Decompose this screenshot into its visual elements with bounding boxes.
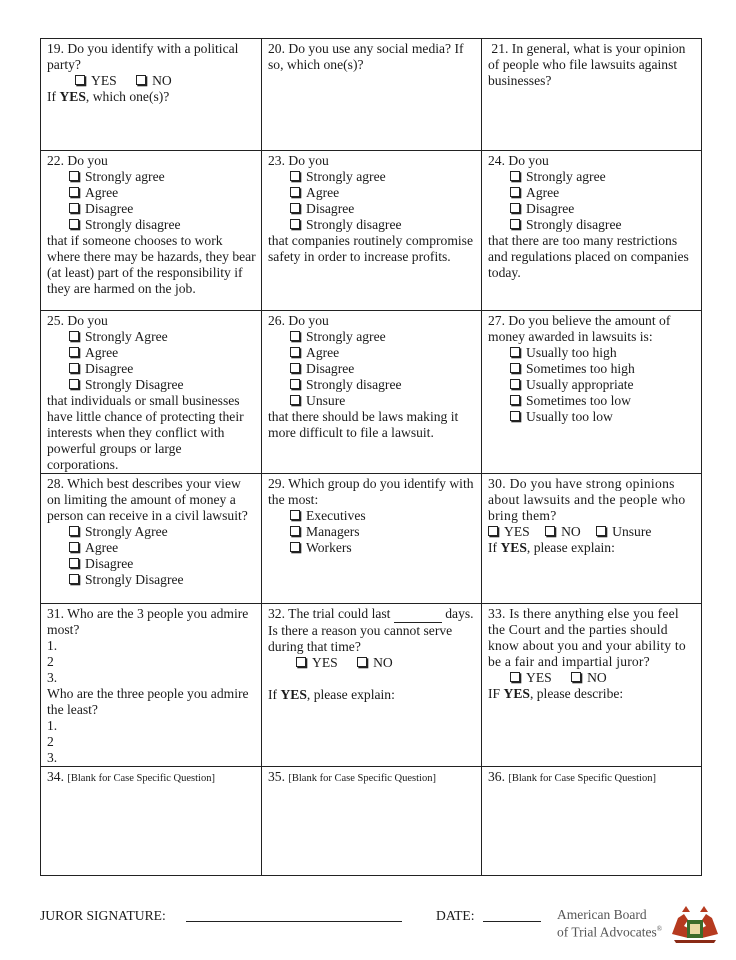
option-sometimes-too-low[interactable]: Sometimes too low (510, 393, 696, 409)
checkbox-icon[interactable] (136, 75, 146, 85)
checkbox-icon[interactable] (510, 363, 520, 373)
question-24-text: 24. Do you (488, 153, 549, 168)
checkbox-icon[interactable] (69, 171, 79, 181)
option-strongly-disagree[interactable]: Strongly disagree (290, 377, 476, 393)
option-disagree[interactable]: Disagree (69, 556, 256, 572)
question-32-followup: If YES, please explain: (268, 687, 395, 702)
question-25-text: 25. Do you (47, 313, 108, 328)
option-unsure[interactable]: Unsure (290, 393, 476, 409)
checkbox-icon[interactable] (290, 331, 300, 341)
date-label: DATE: (436, 908, 475, 923)
logo-text (557, 908, 662, 940)
yes-option[interactable]: YES (75, 73, 117, 88)
checkbox-icon[interactable] (510, 672, 520, 682)
question-19-options (75, 73, 256, 89)
checkbox-icon[interactable] (510, 203, 520, 213)
question-24 (482, 151, 702, 311)
checkbox-icon[interactable] (290, 171, 300, 181)
option-strongly-agree[interactable]: Strongly agree (290, 169, 476, 185)
question-31-text: 31. Who are the 3 people you admire most? (47, 606, 249, 637)
yes-option[interactable]: YES (510, 670, 552, 685)
question-23-text: 23. Do you (268, 153, 329, 168)
question-20 (262, 39, 482, 151)
question-26 (262, 311, 482, 474)
question-30-followup: If YES, please explain: (488, 540, 615, 555)
question-19 (41, 39, 262, 151)
checkbox-icon[interactable] (75, 75, 85, 85)
checkbox-icon[interactable] (69, 187, 79, 197)
option-managers[interactable]: Managers (290, 524, 476, 540)
no-option[interactable]: NO (136, 73, 172, 88)
checkbox-icon[interactable] (290, 347, 300, 357)
admire-most-1: 1. (47, 638, 58, 653)
question-33-followup: IF YES, please describe: (488, 686, 624, 701)
abota-logo-icon (668, 904, 722, 944)
option-strongly-agree[interactable]: Strongly agree (510, 169, 696, 185)
question-19-text: 19. Do you identify with a political party? (47, 41, 239, 72)
admire-least-2: 2 (47, 734, 54, 749)
option-strongly-disagree[interactable]: Strongly disagree (290, 217, 476, 233)
checkbox-icon[interactable] (510, 395, 520, 405)
admire-least-3: 3. (47, 750, 58, 765)
unsure-option[interactable]: Unsure (596, 524, 651, 539)
option-strongly-disagree[interactable]: Strongly Disagree (69, 377, 256, 393)
option-strongly-disagree[interactable]: Strongly disagree (510, 217, 696, 233)
signature-label: JUROR SIGNATURE: (40, 908, 166, 923)
checkbox-icon[interactable] (69, 331, 79, 341)
checkbox-icon[interactable] (290, 219, 300, 229)
form-footer (40, 904, 701, 944)
option-agree[interactable]: Agree (510, 185, 696, 201)
checkbox-icon[interactable] (69, 379, 79, 389)
questionnaire-table (40, 38, 702, 876)
checkbox-icon[interactable] (510, 347, 520, 357)
option-disagree[interactable]: Disagree (69, 201, 256, 217)
admire-least-1: 1. (47, 718, 58, 733)
question-29-text: 29. Which group do you identify with the most: (268, 476, 474, 507)
days-blank-line[interactable] (394, 606, 442, 623)
checkbox-icon[interactable] (290, 187, 300, 197)
question-28-text: 28. Which best describes your view on limiting the amount of money a person can receive in a civil lawsuit? (47, 476, 248, 523)
question-36-text: 36. [Blank for Case Specific Question] (488, 769, 656, 784)
checkbox-icon[interactable] (510, 411, 520, 421)
checkbox-icon[interactable] (290, 542, 300, 552)
question-22-after: that if someone chooses to work where there may be hazards, they bear (at least) part of the responsibility if they are harmed on the job. (47, 233, 256, 296)
question-31 (41, 604, 262, 767)
question-27-text: 27. Do you believe the amount of money awarded in lawsuits is: (488, 313, 671, 344)
checkbox-icon[interactable] (510, 187, 520, 197)
option-disagree[interactable]: Disagree (290, 201, 476, 217)
question-24-after: that there are too many restrictions and regulations placed on companies today. (488, 233, 689, 280)
checkbox-icon[interactable] (510, 171, 520, 181)
checkbox-icon[interactable] (290, 526, 300, 536)
checkbox-icon[interactable] (290, 379, 300, 389)
option-sometimes-too-high[interactable]: Sometimes too high (510, 361, 696, 377)
checkbox-icon[interactable] (296, 657, 306, 667)
no-option[interactable]: NO (571, 670, 607, 685)
question-30-options (488, 524, 696, 540)
question-33-text: 33. Is there anything else you feel the Court and the parties should know about you and your ability to be a fair and impartial juror? (488, 606, 686, 669)
yes-option[interactable]: YES (296, 655, 338, 670)
option-agree[interactable]: Agree (290, 185, 476, 201)
question-31-text-2: Who are the three people you admire the least? (47, 686, 249, 717)
question-28 (41, 474, 262, 604)
option-usually-appropriate[interactable]: Usually appropriate (510, 377, 696, 393)
option-agree[interactable]: Agree (69, 185, 256, 201)
option-strongly-disagree[interactable]: Strongly Disagree (69, 572, 256, 588)
option-agree[interactable]: Agree (290, 345, 476, 361)
question-33 (482, 604, 702, 767)
question-26-after: that there should be laws making it more difficult to file a lawsuit. (268, 409, 459, 440)
option-disagree[interactable]: Disagree (510, 201, 696, 217)
checkbox-icon[interactable] (290, 363, 300, 373)
question-35-text: 35. [Blank for Case Specific Question] (268, 769, 436, 784)
admire-most-2: 2 (47, 654, 54, 669)
question-23-after: that companies routinely compromise safety in order to increase profits. (268, 233, 473, 264)
question-21 (482, 39, 702, 151)
question-36[interactable] (482, 767, 702, 876)
question-23 (262, 151, 482, 311)
question-25-after: that individuals or small businesses have little chance of protecting their interests when they conflict with powerful groups or large corporations. (47, 393, 244, 472)
checkbox-icon[interactable] (69, 203, 79, 213)
logo-line-2: of Trial Advocates® (557, 924, 663, 940)
option-strongly-agree[interactable]: Strongly Agree (69, 524, 256, 540)
option-usually-too-high[interactable]: Usually too high (510, 345, 696, 361)
question-26-text: 26. Do you (268, 313, 329, 328)
question-30 (482, 474, 702, 604)
question-33-options (510, 670, 696, 686)
date-line[interactable] (483, 921, 541, 922)
question-32 (262, 604, 482, 767)
question-32-text: 32. The trial could last days. Is there a reason you cannot serve during that time? (268, 606, 474, 654)
option-agree[interactable]: Agree (69, 540, 256, 556)
checkbox-icon[interactable] (290, 395, 300, 405)
question-20-text: 20. Do you use any social media? If so, which one(s)? (268, 41, 464, 72)
checkbox-icon[interactable] (290, 510, 300, 520)
no-option[interactable]: NO (357, 655, 393, 670)
checkbox-icon[interactable] (69, 363, 79, 373)
question-35[interactable] (262, 767, 482, 876)
option-agree[interactable]: Agree (69, 345, 256, 361)
checkbox-icon[interactable] (69, 219, 79, 229)
option-workers[interactable]: Workers (290, 540, 476, 556)
option-strongly-agree[interactable]: Strongly agree (69, 169, 256, 185)
checkbox-icon[interactable] (69, 526, 79, 536)
question-25 (41, 311, 262, 474)
question-30-text: 30. Do you have strong opinions about lawsuits and the people who bring them? (488, 476, 686, 523)
question-34-text: 34. [Blank for Case Specific Question] (47, 769, 215, 784)
admire-most-3: 3. (47, 670, 58, 685)
option-executives[interactable]: Executives (290, 508, 476, 524)
checkbox-icon[interactable] (510, 379, 520, 389)
question-19-followup: If YES, which one(s)? (47, 89, 170, 104)
question-32-options (296, 655, 476, 671)
checkbox-icon[interactable] (510, 219, 520, 229)
checkbox-icon[interactable] (571, 672, 581, 682)
checkbox-icon[interactable] (69, 347, 79, 357)
option-usually-too-low[interactable]: Usually too low (510, 409, 696, 425)
question-22-text: 22. Do you (47, 153, 108, 168)
checkbox-icon[interactable] (69, 558, 79, 568)
checkbox-icon[interactable] (545, 526, 555, 536)
option-strongly-agree[interactable]: Strongly agree (290, 329, 476, 345)
checkbox-icon[interactable] (69, 574, 79, 584)
checkbox-icon[interactable] (488, 526, 498, 536)
checkbox-icon[interactable] (69, 542, 79, 552)
question-27 (482, 311, 702, 474)
option-disagree[interactable]: Disagree (69, 361, 256, 377)
signature-line[interactable] (186, 921, 402, 922)
option-disagree[interactable]: Disagree (290, 361, 476, 377)
option-strongly-agree[interactable]: Strongly Agree (69, 329, 256, 345)
yes-option[interactable]: YES (488, 524, 530, 539)
checkbox-icon[interactable] (357, 657, 367, 667)
question-21-text: 21. In general, what is your opinion of people who file lawsuits against businesses? (488, 41, 689, 88)
checkbox-icon[interactable] (596, 526, 606, 536)
logo-line-1: American Board (557, 907, 647, 922)
question-22 (41, 151, 262, 311)
no-option[interactable]: NO (545, 524, 581, 539)
question-29 (262, 474, 482, 604)
checkbox-icon[interactable] (290, 203, 300, 213)
option-strongly-disagree[interactable]: Strongly disagree (69, 217, 256, 233)
question-34[interactable] (41, 767, 262, 876)
